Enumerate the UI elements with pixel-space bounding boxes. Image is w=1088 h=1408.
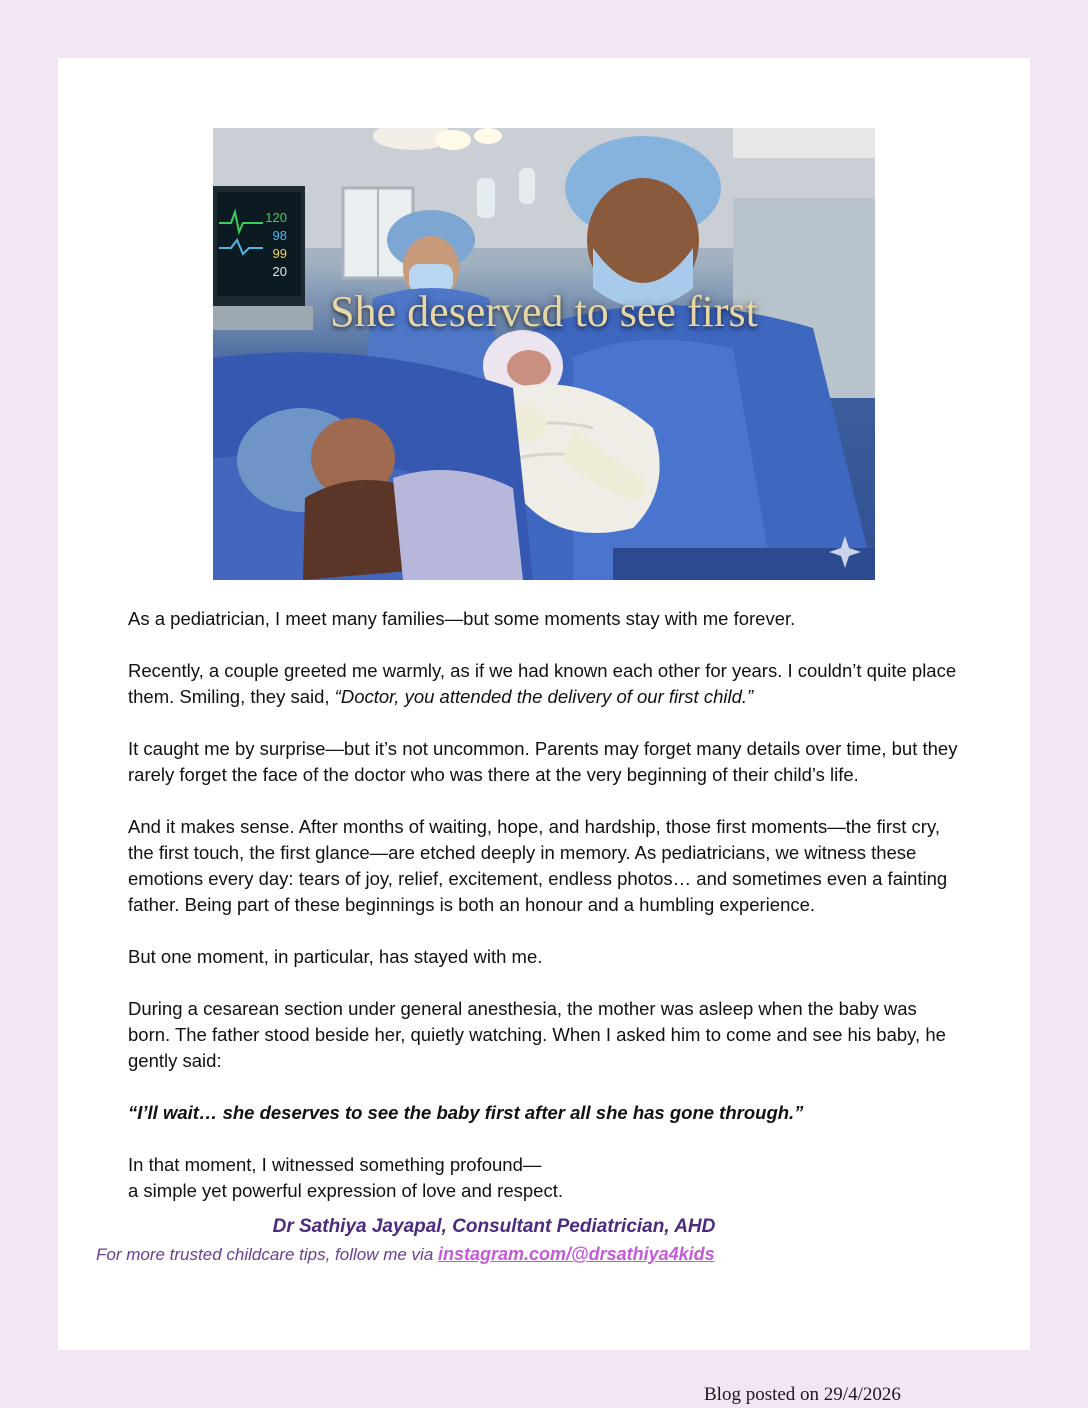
monitor-reading: 99 xyxy=(272,246,287,261)
closing-line-1: In that moment, I witnessed something profound— xyxy=(128,1154,542,1175)
follow-line xyxy=(96,1244,715,1265)
paragraph-surprise: It caught me by surprise—but it’s not uncommon. Parents may forget many details over time, but they rarely forget the face of the doctor who was there at the very beginning of their child’s life. xyxy=(128,738,958,785)
father-quote: “I’ll wait… she deserves to see the baby first after all she has gone through.” xyxy=(128,1102,804,1123)
paragraph-closing xyxy=(128,1152,958,1204)
monitor-reading: 98 xyxy=(272,228,287,243)
paragraph-moment: But one moment, in particular, has stayed with me. xyxy=(128,946,543,967)
author-signature: Dr Sathiya Jayapal, Consultant Pediatrician, AHD xyxy=(272,1216,716,1237)
paragraph-cesarean: During a cesarean section under general anesthesia, the mother was asleep when the baby was born. The father stood beside her, quietly watching. When I asked him to come and see his baby, he gently said: xyxy=(128,998,946,1071)
follow-text: For more trusted childcare tips, follow me via xyxy=(96,1245,439,1264)
paragraph-greeting xyxy=(128,658,958,710)
paragraph-emotions: And it makes sense. After months of waiting, hope, and hardship, those first moments—the first cry, the first touch, the first glance—are etched deeply in memory. As pediatricians, we witness these emotions every day: tears of joy, relief, excitement, endless photos… and sometimes even a fainting father. Being part of these beginnings is both an honour and a humbling experience. xyxy=(128,816,948,915)
greeting-text: Recently, a couple greeted me warmly, as if we had known each other for years. I couldn’t quite place them. Smiling, they said, xyxy=(128,660,957,707)
page-card xyxy=(58,58,1030,1350)
hero-illustration xyxy=(213,128,875,580)
monitor-reading: 120 xyxy=(265,210,287,225)
hero-image xyxy=(213,128,875,580)
posted-date: Blog posted on 29/4/2026 xyxy=(704,1384,901,1405)
paragraph-intro: As a pediatrician, I meet many families—but some moments stay with me forever. xyxy=(128,608,796,629)
greeting-quote: “Doctor, you attended the delivery of our first child.” xyxy=(334,686,754,707)
closing-line-2: a simple yet powerful expression of love and respect. xyxy=(128,1180,563,1201)
instagram-link[interactable]: instagram.com/@drsathiya4kids xyxy=(438,1244,715,1264)
monitor-reading: 20 xyxy=(272,264,287,279)
article-body xyxy=(128,606,958,1230)
hero-caption: She deserved to see first xyxy=(330,287,758,336)
